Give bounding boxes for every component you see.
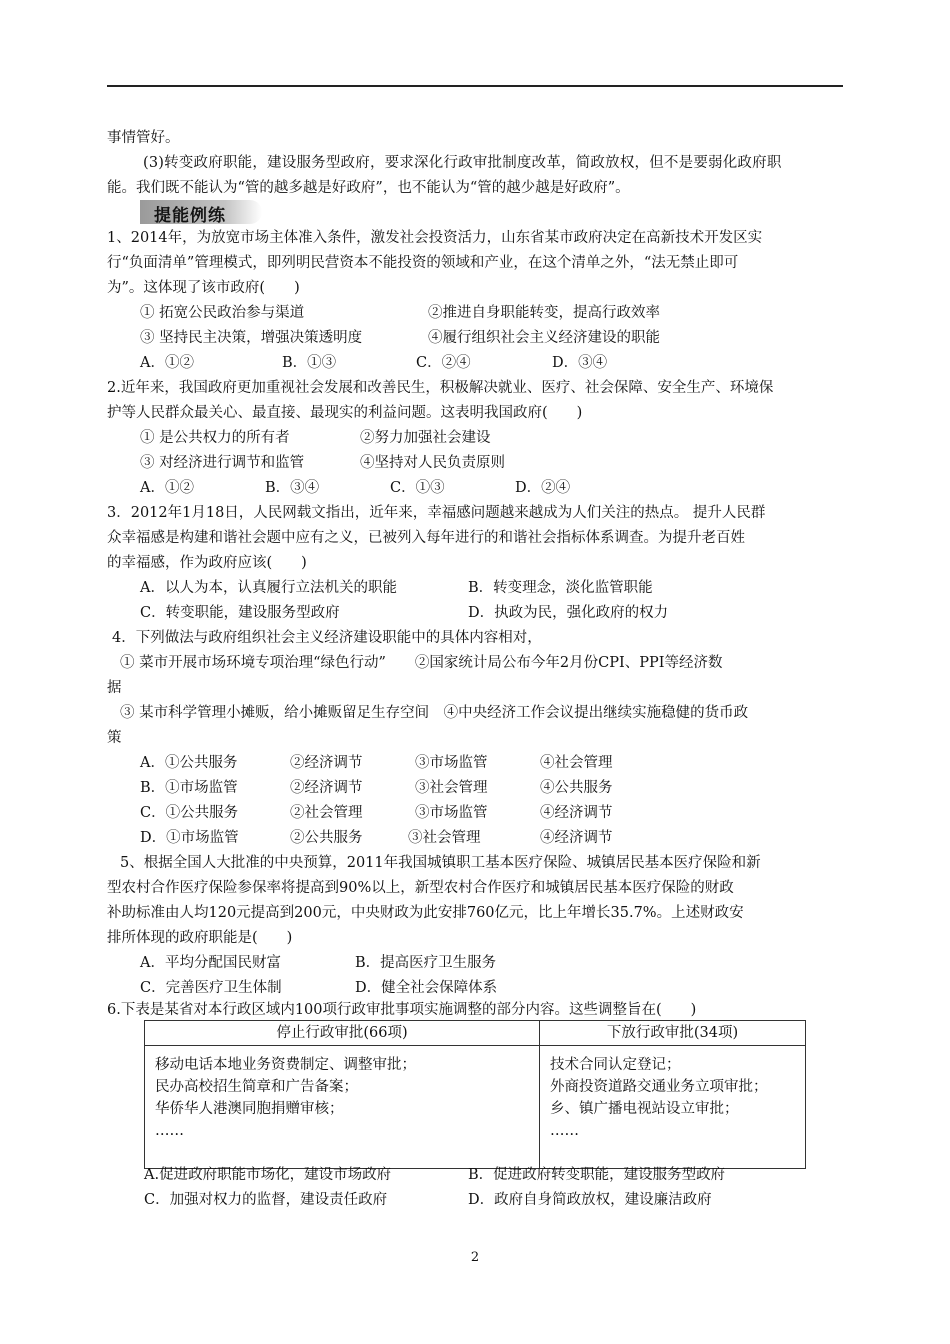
q2-stem-1: 2.近年来，我国政府更加重视社会发展和改善民生，积极解决就业、医疗、社会保障、安全生产、环境保 bbox=[107, 380, 774, 396]
q4-option-d-3: ③社会管理 bbox=[408, 830, 481, 846]
q1-stem-1: 1、2014年，为放宽市场主体准入条件，激发社会投资活力，山东省某市政府决定在高新技术开发区实 bbox=[107, 230, 763, 246]
q3-option-a: A．以人为本，认真履行立法机关的职能 bbox=[140, 580, 397, 596]
q2-item-4: ④坚持对人民负责原则 bbox=[360, 455, 505, 471]
q4-option-c-3: ③市场监管 bbox=[415, 805, 488, 821]
q5-option-d: D．健全社会保障体系 bbox=[355, 980, 498, 996]
q4-option-a-2: ②经济调节 bbox=[290, 755, 363, 771]
q4-option-c-2: ②社会管理 bbox=[290, 805, 363, 821]
q2-stem-2: 护等人民群众最关心、最直接、最现实的利益问题。这表明我国政府( ) bbox=[107, 405, 583, 421]
table-item: 乡、镇广播电视站设立审批； bbox=[550, 1101, 739, 1117]
q1-item-1: ① 拓宽公民政治参与渠道 bbox=[140, 305, 305, 321]
q2-option-c: C．①③ bbox=[390, 480, 445, 496]
q1-item-4: ④履行组织社会主义经济建设的职能 bbox=[428, 330, 660, 346]
q1-stem-3: 为”。这体现了该市政府( ) bbox=[107, 280, 300, 296]
q5-stem-2: 型农村合作医疗保险参保率将提高到90%以上，新型农村合作医疗和城镇居民基本医疗保险的财政 bbox=[107, 880, 734, 896]
q2-option-d: D．②④ bbox=[515, 480, 571, 496]
q6-option-c: C．加强对权力的监督，建设责任政府 bbox=[144, 1192, 388, 1208]
q4-option-b-1: B．①市场监管 bbox=[140, 780, 238, 796]
q6-option-a: A.促进政府职能市场化，建设市场政府 bbox=[144, 1167, 392, 1183]
q2-option-b: B．③④ bbox=[265, 480, 320, 496]
table-item: …… bbox=[155, 1123, 184, 1139]
section-title: 提能例练 bbox=[154, 206, 226, 226]
q3-stem-3: 的幸福感，作为政府应该( ) bbox=[107, 555, 307, 571]
q4-option-c-4: ④经济调节 bbox=[540, 805, 613, 821]
page-number: 2 bbox=[470, 1250, 480, 1265]
q4-option-c-1: C．①公共服务 bbox=[140, 805, 239, 821]
table-item: 技术合同认定登记； bbox=[550, 1057, 681, 1073]
q1-option-b: B．①③ bbox=[282, 355, 337, 371]
table-cell-delegated bbox=[540, 1046, 806, 1169]
q4-items-line-2: ③ 某市科学管理小摊贩，给小摊贩留足生存空间 ④中央经济工作会议提出继续实施稳健的货币政 bbox=[120, 705, 749, 721]
table-item: 移动电话本地业务资费制定、调整审批； bbox=[155, 1057, 416, 1073]
q4-option-b-3: ③社会管理 bbox=[415, 780, 488, 796]
q4-option-b-4: ④公共服务 bbox=[540, 780, 613, 796]
q5-stem-4: 排所体现的政府职能是( ) bbox=[107, 930, 293, 946]
q6-option-b: B．促进政府转变职能，建设服务型政府 bbox=[468, 1167, 726, 1183]
intro-line-3: 能。我们既不能认为“管的越多越是好政府”，也不能认为“管的越少越是好政府”。 bbox=[107, 180, 630, 196]
q3-stem-1: 3．2012年1月18日，人民网载文指出，近年来，幸福感问题越来越成为人们关注的热点。 提升人民群 bbox=[107, 505, 766, 521]
q3-option-b: B．转变理念，淡化监管职能 bbox=[468, 580, 653, 596]
q5-option-a: A．平均分配国民财富 bbox=[140, 955, 281, 971]
q6-option-d: D．政府自身简政放权，建设廉洁政府 bbox=[468, 1192, 712, 1208]
q1-option-d: D．③④ bbox=[552, 355, 608, 371]
q1-stem-2: 行“负面清单”管理模式，即列明民营资本不能投资的领域和产业，在这个清单之外，“法无禁止即可 bbox=[107, 255, 739, 271]
table-cell-stopped bbox=[145, 1046, 540, 1169]
table-item: 外商投资道路交通业务立项审批； bbox=[550, 1079, 768, 1095]
q2-option-a: A．①② bbox=[140, 480, 194, 496]
q1-option-a: A．①② bbox=[140, 355, 194, 371]
q4-option-a-3: ③市场监管 bbox=[415, 755, 488, 771]
q4-stem: 4．下列做法与政府组织社会主义经济建设职能中的具体内容相对， bbox=[112, 630, 542, 646]
intro-line-2: (3)转变政府职能，建设服务型政府，要求深化行政审批制度改革，简政放权，但不是要弱化政府职 bbox=[143, 155, 782, 171]
table-item: …… bbox=[550, 1123, 579, 1139]
q3-stem-2: 众幸福感是构建和谐社会题中应有之义，已被列入每年进行的和谐社会指标体系调查。为提升老百姓 bbox=[107, 530, 745, 546]
q1-item-3: ③ 坚持民主决策，增强决策透明度 bbox=[140, 330, 363, 346]
q1-item-2: ②推进自身职能转变，提高行政效率 bbox=[428, 305, 660, 321]
section-banner bbox=[140, 200, 262, 224]
table-item: 华侨华人港澳同胞捐赠审核； bbox=[155, 1101, 344, 1117]
q4-option-b-2: ②经济调节 bbox=[290, 780, 363, 796]
q4-option-d-4: ④经济调节 bbox=[540, 830, 613, 846]
intro-line-1: 事情管好。 bbox=[107, 130, 180, 146]
q4-items-line-1b: 据 bbox=[107, 680, 122, 696]
q5-option-b: B．提高医疗卫生服务 bbox=[355, 955, 497, 971]
q5-stem-1: 5、根据全国人大批准的中央预算，2011年我国城镇职工基本医疗保险、城镇居民基本医疗保险和新 bbox=[120, 855, 761, 871]
q4-items-line-1: ① 菜市开展市场环境专项治理“绿色行动” ②国家统计局公布今年2月份CPI、PPI等经济数 bbox=[120, 655, 723, 671]
header-rule bbox=[107, 85, 843, 87]
q3-option-c: C．转变职能，建设服务型政府 bbox=[140, 605, 340, 621]
q4-option-a-4: ④社会管理 bbox=[540, 755, 613, 771]
q1-option-c: C．②④ bbox=[416, 355, 471, 371]
table-item: 民办高校招生简章和广告备案； bbox=[155, 1079, 358, 1095]
q3-option-d: D．执政为民，强化政府的权力 bbox=[468, 605, 669, 621]
approval-table bbox=[144, 1020, 806, 1169]
q2-item-1: ① 是公共权力的所有者 bbox=[140, 430, 290, 446]
q6-stem: 6.下表是某省对本行政区域内100项行政审批事项实施调整的部分内容。这些调整旨在( ) bbox=[107, 1002, 697, 1018]
q2-item-3: ③ 对经济进行调节和监管 bbox=[140, 455, 305, 471]
q4-option-d-2: ②公共服务 bbox=[290, 830, 363, 846]
q2-item-2: ②努力加强社会建设 bbox=[360, 430, 491, 446]
q5-stem-3: 补助标准由人均120元提高到200元，中央财政为此安排760亿元，比上年增长35.7%。上述财政安 bbox=[107, 905, 744, 921]
q4-items-line-2b: 策 bbox=[107, 730, 122, 746]
table-header-delegated: 下放行政审批(34项) bbox=[540, 1021, 806, 1046]
q4-option-a-1: A．①公共服务 bbox=[140, 755, 238, 771]
q5-option-c: C．完善医疗卫生体制 bbox=[140, 980, 282, 996]
q4-option-d-1: D．①市场监管 bbox=[140, 830, 239, 846]
table-header-stopped: 停止行政审批(66项) bbox=[145, 1021, 540, 1046]
